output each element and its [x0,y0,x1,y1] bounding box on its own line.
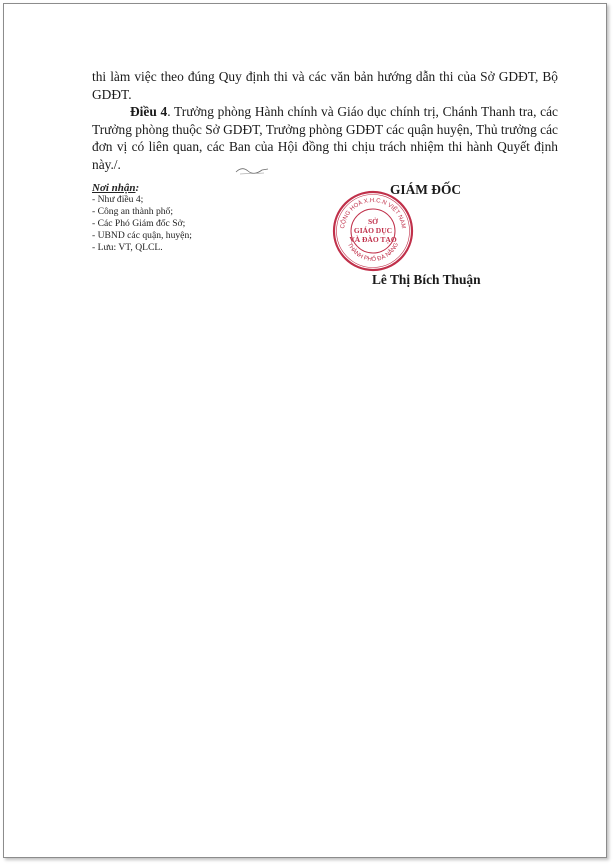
recipient-item: - Công an thành phố; [92,206,174,217]
recipient-item: - Như điều 4; [92,194,144,205]
signer-name: Lê Thị Bích Thuận [372,272,481,287]
seal-top-text: CỘNG HOÀ X.H.C.N VIỆT NAM [340,197,406,230]
recipients-title: Nơi nhận: [92,182,140,194]
seal-center-3: VÀ ĐÀO TẠO [349,235,397,244]
initial-mark-icon [234,164,270,176]
seal-center-1: SỞ [367,217,379,226]
seal-bottom-text: THÀNH PHỐ ĐÀ NẴNG [345,242,401,264]
article-4-text: . Trưởng phòng Hành chính và Giáo dục chính trị, Chánh Thanh tra, các Trưởng phòng thuộc Sở GDĐT, Trưởng phòng GDĐT các quận huyện, Thủ trưởng các đơn vị có liên quan, các Ban của Hội đồng thi chịu trách nhiệm thi hành Quyết định này./. [92,104,559,172]
signature-title: GIÁM ĐỐC [390,182,462,197]
svg-text:THÀNH PHỐ ĐÀ NẴNG [346,242,400,263]
seal-center-2: GIÁO DỤC [353,226,393,235]
official-seal-icon [332,190,414,272]
recipient-item: - Các Phó Giám đốc Sở; [92,218,186,229]
article-4 [92,103,558,173]
recipient-item: - Lưu: VT, QLCL. [92,242,163,253]
paragraph-continuation: thi làm việc theo đúng Quy định thi và các văn bản hướng dẫn thi của Sở GDĐT, Bộ GDĐT. [92,69,558,102]
document-page [3,3,607,858]
body-text [92,68,558,174]
recipients-block [92,182,312,254]
recipient-item: - UBND các quận, huyện; [92,230,192,241]
article-4-title: Điều 4 [130,104,168,120]
